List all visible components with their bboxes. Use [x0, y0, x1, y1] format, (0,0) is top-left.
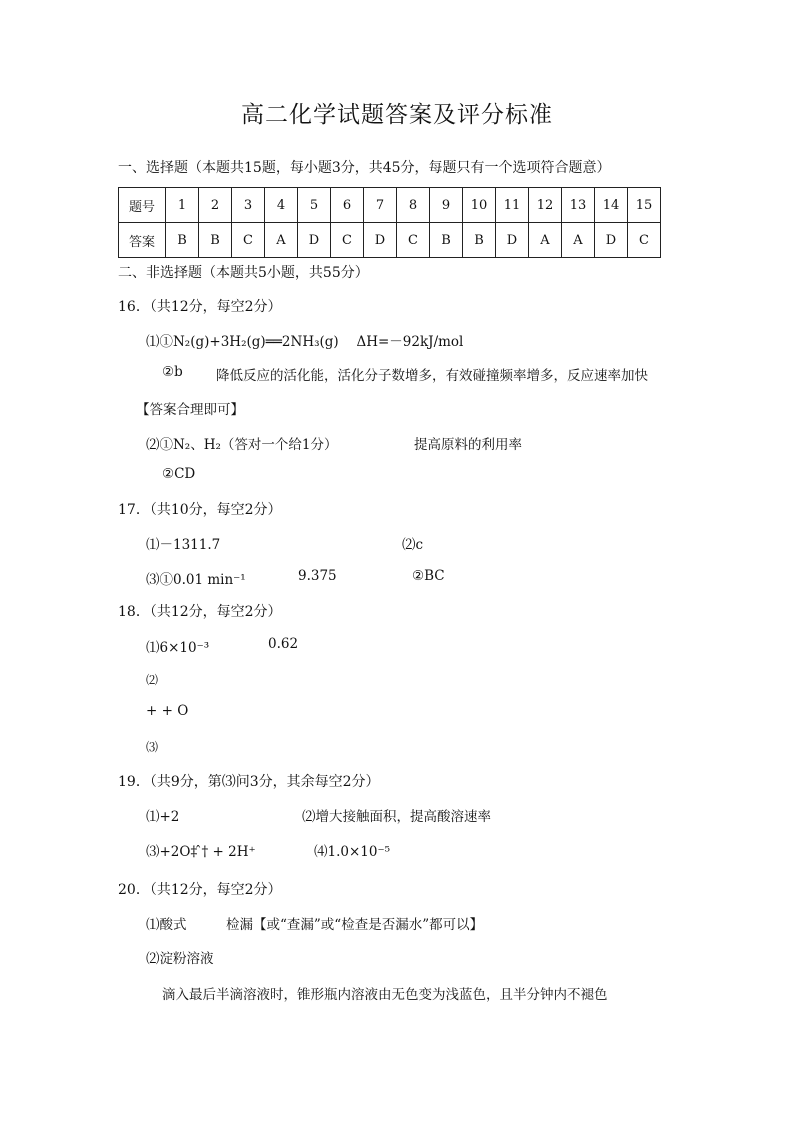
q17-answer-3-2: ②BC	[412, 568, 445, 584]
table-cell-number: 13	[562, 188, 595, 223]
answer-table	[118, 187, 661, 258]
q16-equation: ⑴①N₂(g)+3H₂(g)══2NH₃(g) ΔH=－92kJ/mol	[146, 334, 464, 350]
table-cell-number: 3	[232, 188, 265, 223]
q18-answer-2: ⑵	[146, 673, 159, 687]
q19-answer-3: ⑶+2O‡ ̂† + 2H⁺	[146, 844, 256, 860]
table-header-answer: 答案	[119, 223, 166, 258]
table-cell-answer: A	[529, 223, 562, 258]
table-cell-answer: B	[463, 223, 496, 258]
table-cell-answer: A	[265, 223, 298, 258]
table-cell-number: 5	[298, 188, 331, 223]
table-row-answers	[119, 223, 661, 258]
q17-answer-1: ⑴－1311.7	[146, 537, 221, 553]
table-cell-number: 4	[265, 188, 298, 223]
page-title: 高二化学试题答案及评分标准	[241, 102, 553, 128]
table-cell-number: 6	[331, 188, 364, 223]
table-cell-answer: C	[232, 223, 265, 258]
table-cell-number: 7	[364, 188, 397, 223]
table-cell-answer: A	[562, 223, 595, 258]
table-cell-answer: C	[331, 223, 364, 258]
table-cell-number: 2	[199, 188, 232, 223]
table-cell-number: 12	[529, 188, 562, 223]
table-cell-answer: D	[496, 223, 529, 258]
q18-answer-2-content: + + O	[146, 703, 189, 719]
table-cell-answer: B	[199, 223, 232, 258]
table-cell-answer: C	[397, 223, 430, 258]
q16-answer-2-1: ⑵①N₂、H₂（答对一个给1分）	[146, 437, 338, 453]
q20-answer-1b: 检漏【或“查漏”或“检查是否漏水”都可以】	[226, 917, 484, 933]
q16-explanation: 降低反应的活化能，活化分子数增多，有效碰撞频率增多，反应速率加快	[216, 368, 648, 384]
table-cell-number: 9	[430, 188, 463, 223]
q16-answer-2-2: ②CD	[162, 466, 196, 482]
q19-answer-1: ⑴+2	[146, 809, 180, 825]
q17-answer-2: ⑵c	[402, 537, 424, 553]
q18-answer-1: ⑴6×10⁻³	[146, 640, 210, 656]
section-1-heading: 一、选择题（本题共15题，每小题3分，共45分，每题只有一个选项符合题意）	[118, 160, 611, 176]
q19-answer-4: ⑷1.0×10⁻⁵	[314, 844, 390, 860]
q17-answer-3-1: ⑶①0.01 min⁻¹	[146, 572, 246, 588]
table-cell-answer: D	[595, 223, 628, 258]
q17-answer-3-value: 9.375	[298, 568, 337, 584]
q16-note: 【答案合理即可】	[136, 402, 244, 418]
section-2-heading: 二、非选择题（本题共5小题，共55分）	[118, 265, 369, 281]
q19-heading: 19．（共9分，第⑶问3分，其余每空2分）	[118, 774, 380, 790]
table-cell-number: 14	[595, 188, 628, 223]
q16-answer-2-1b: 提高原料的利用率	[414, 437, 522, 453]
q20-answer-2-explanation: 滴入最后半滴溶液时，锥形瓶内溶液由无色变为浅蓝色，且半分钟内不褪色	[162, 987, 608, 1003]
q18-answer-1b: 0.62	[268, 636, 299, 652]
table-cell-answer: C	[628, 223, 661, 258]
table-cell-answer: B	[430, 223, 463, 258]
table-cell-number: 15	[628, 188, 661, 223]
table-cell-number: 8	[397, 188, 430, 223]
table-cell-number: 10	[463, 188, 496, 223]
table-cell-answer: B	[166, 223, 199, 258]
table-cell-number: 1	[166, 188, 199, 223]
q16-answer-2a: ②b	[162, 364, 183, 380]
table-cell-answer: D	[298, 223, 331, 258]
table-cell-answer: D	[364, 223, 397, 258]
q18-heading: 18．（共12分，每空2分）	[118, 604, 282, 620]
q20-answer-2: ⑵淀粉溶液	[146, 951, 214, 967]
q18-answer-3: ⑶	[146, 740, 159, 754]
q19-answer-2: ⑵增大接触面积，提高酸溶速率	[302, 809, 491, 825]
q20-answer-1: ⑴酸式	[146, 917, 187, 933]
table-row-numbers	[119, 188, 661, 223]
table-header-number: 题号	[119, 188, 166, 223]
q17-heading: 17．（共10分，每空2分）	[118, 502, 282, 518]
q20-heading: 20．（共12分，每空2分）	[118, 882, 282, 898]
table-cell-number: 11	[496, 188, 529, 223]
q16-heading: 16．（共12分，每空2分）	[118, 299, 282, 315]
